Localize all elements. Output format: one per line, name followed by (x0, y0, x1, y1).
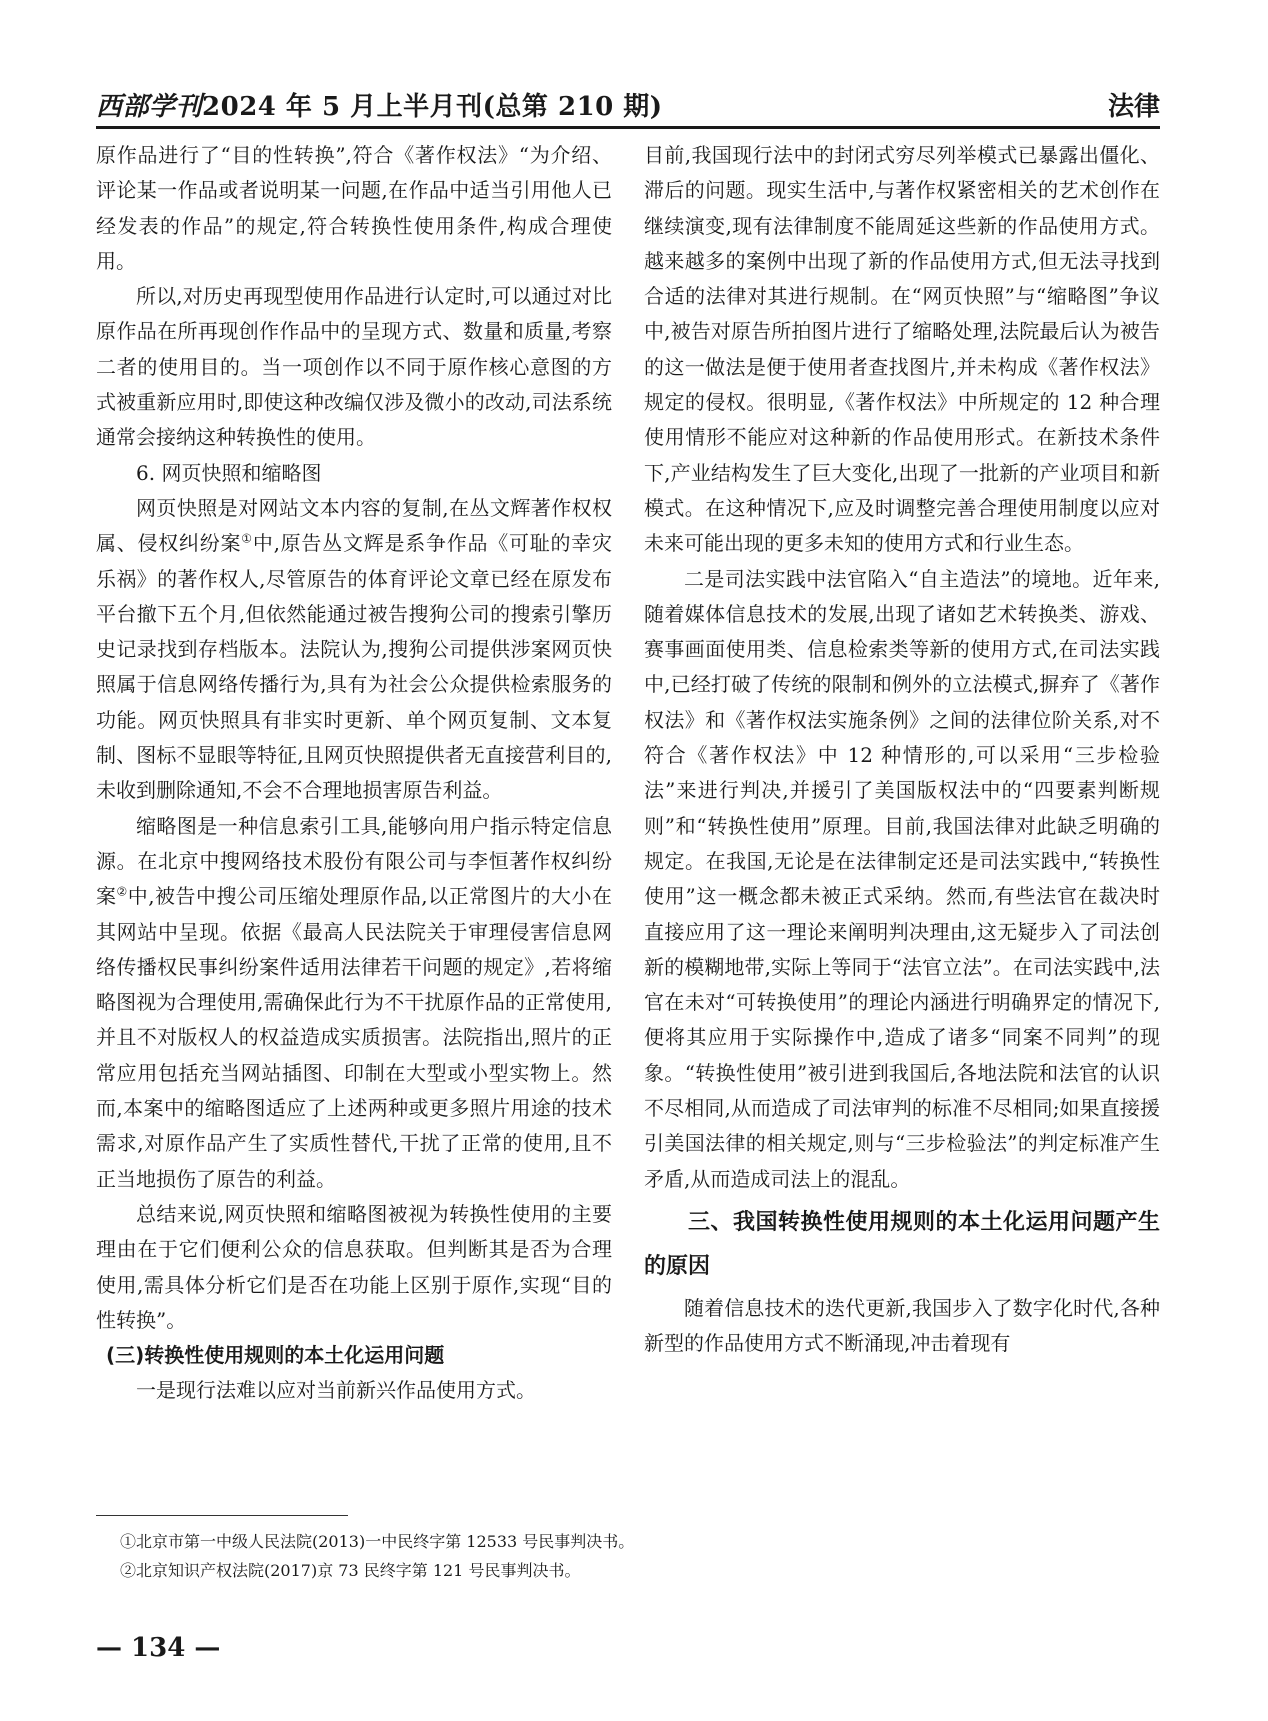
paragraph (96, 491, 612, 809)
left-column (96, 138, 612, 1409)
right-column (644, 138, 1160, 1362)
footnote-1: ①北京市第一中级人民法院(2013)一中民终字第 12533 号民事判决书。 (120, 1532, 635, 1551)
paragraph: 一是现行法难以应对当前新兴作品使用方式。 (136, 1378, 536, 1403)
paragraph: 原作品进行了“目的性转换”,符合《著作权法》“为介绍、评论某一作品或者说明某一问题,在作品中适当引用他人已经发表的作品”的规定,符合转换性使用条件,构成合理使用。 (96, 143, 612, 273)
paragraph: 总结来说,网页快照和缩略图被视为转换性使用的主要理由在于它们便利公众的信息获取。但判断其是否为合理使用,需具体分析它们是否在功能上区别于原作,实现“目的性转换”。 (96, 1201, 612, 1332)
footnote-ref: ① (241, 531, 253, 546)
header-rule (96, 126, 1160, 129)
subheading: 6. 网页快照和缩略图 (136, 460, 322, 485)
page-number: — 134 — (96, 1633, 221, 1663)
subheading: (三)转换性使用规则的本土化运用问题 (106, 1343, 445, 1368)
paragraph-text: 中,被告中搜公司压缩处理原作品,以正常图片的大小在其网站中呈现。依据《最高人民法院关于审理侵害信息网络传播权民事纠纷案件适用法律若干问题的规定》,若将缩略图视为合理使用,需确保此行为不干扰原作品的正常使用,并且不对版权人的权益造成实质损害。法院指出,照片的正常应用包括充当网站插图、印制在大型或小型实物上。然而,本案中的缩略图适应了上述两种或更多照片用途的技术需求,对原作品产生了实质性替代,干扰了正常的使用,且不正当地损伤了原告的利益。 (96, 884, 613, 1191)
section-heading: 三、我国转换性使用规则的本土化运用问题产生的原因 (644, 1209, 1160, 1279)
journal-logo: 西部学刊 (96, 92, 203, 122)
issue-info: 2024 年 5 月上半月刊(总第 210 期) (202, 92, 663, 122)
paragraph: 所以,对历史再现型使用作品进行认定时,可以通过对比原作品在所再现创作作品中的呈现方式、数量和质量,考察二者的使用目的。当一项创作以不同于原作核心意图的方式被重新应用时,即使这种改编仅涉及微小的改动,司法系统通常会接纳这种转换性的使用。 (96, 284, 612, 450)
running-header (96, 82, 1160, 126)
paragraph: 目前,我国现行法中的封闭式穷尽列举模式已暴露出僵化、滞后的问题。现实生活中,与著作权紧密相关的艺术创作在继续演变,现有法律制度不能周延这些新的作品使用方式。越来越多的案例中出现了新的作品使用方式,但无法寻找到合适的法律对其进行规制。在“网页快照”与“缩略图”争议中,被告对原告所拍图片进行了缩略处理,法院最后认为被告的这一做法是便于使用者查找图片,并未构成《著作权法》规定的侵权。很明显,《著作权法》中所规定的 12 种合理使用情形不能应对这种新的作品使用形式。在新技术条件下,产业结构发生了巨大变化,出现了一批新的产业项目和新模式。在这种情况下,应及时调整完善合理使用制度以应对未来可能出现的更多未知的使用方式和行业生态。 (644, 143, 1160, 556)
paragraph (96, 809, 612, 1197)
footnote-2: ②北京知识产权法院(2017)京 73 民终字第 121 号民事判决书。 (120, 1561, 581, 1580)
paragraph-text: 网页快照是对网站文本内容的复制,在丛文辉著作权权属、侵权纠纷案 (96, 495, 612, 556)
footnote-rule (96, 1515, 348, 1516)
paragraph-text: 缩略图是一种信息索引工具,能够向用户指示特定信息源。在北京中搜网络技术股份有限公司与李恒著作权纠纷案 (96, 813, 612, 909)
section-name: 法律 (1107, 92, 1160, 122)
paragraph: 随着信息技术的迭代更新,我国步入了数字化时代,各种新型的作品使用方式不断涌现,冲击着现有 (644, 1295, 1160, 1356)
journal-issue (96, 86, 663, 123)
footnote-ref: ② (116, 884, 128, 899)
paragraph: 二是司法实践中法官陷入“自主造法”的境地。近年来,随着媒体信息技术的发展,出现了诸如艺术转换类、游戏、赛事画面使用类、信息检索类等新的使用方式,在司法实践中,已经打破了传统的限制和例外的立法模式,摒弃了《著作权法》和《著作权法实施条例》之间的法律位阶关系,对不符合《著作权法》中 12 种情形的,可以采用“三步检验法”来进行判决,并援引了美国版权法中的“四要素判断规则”和“转换性使用”原理。目前,我国法律对此缺乏明确的规定。在我国,无论是在法律制定还是司法实践中,“转换性使用”这一概念都未被正式采纳。然而,有些法官在裁决时直接应用了这一理论来阐明判决理由,这无疑步入了司法创新的模糊地带,实际上等同于“法官立法”。在司法实践中,法官在未对“可转换使用”的理论内涵进行明确界定的情况下,便将其应用于实际操作中,造成了诸多“同案不同判”的现象。“转换性使用”被引进到我国后,各地法院和法官的认识不尽相同,从而造成了司法审判的标准不尽相同;如果直接援引美国法律的相关规定,则与“三步检验法”的判定标准产生矛盾,从而造成司法上的混乱。 (644, 566, 1160, 1191)
footnotes (120, 1527, 1020, 1585)
paragraph-text: 中,原告丛文辉是系争作品《可耻的幸灾乐祸》的著作权人,尽管原告的体育评论文章已经在原发布平台撤下五个月,但依然能通过被告搜狗公司的搜索引擎历史记录找到存档版本。法院认为,搜狗公司提供涉案网页快照属于信息网络传播行为,具有为社会公众提供检索服务的功能。网页快照具有非实时更新、单个网页复制、文本复制、图标不显眼等特征,且网页快照提供者无直接营利目的,未收到删除通知,不会不合理地损害原告利益。 (96, 531, 613, 803)
